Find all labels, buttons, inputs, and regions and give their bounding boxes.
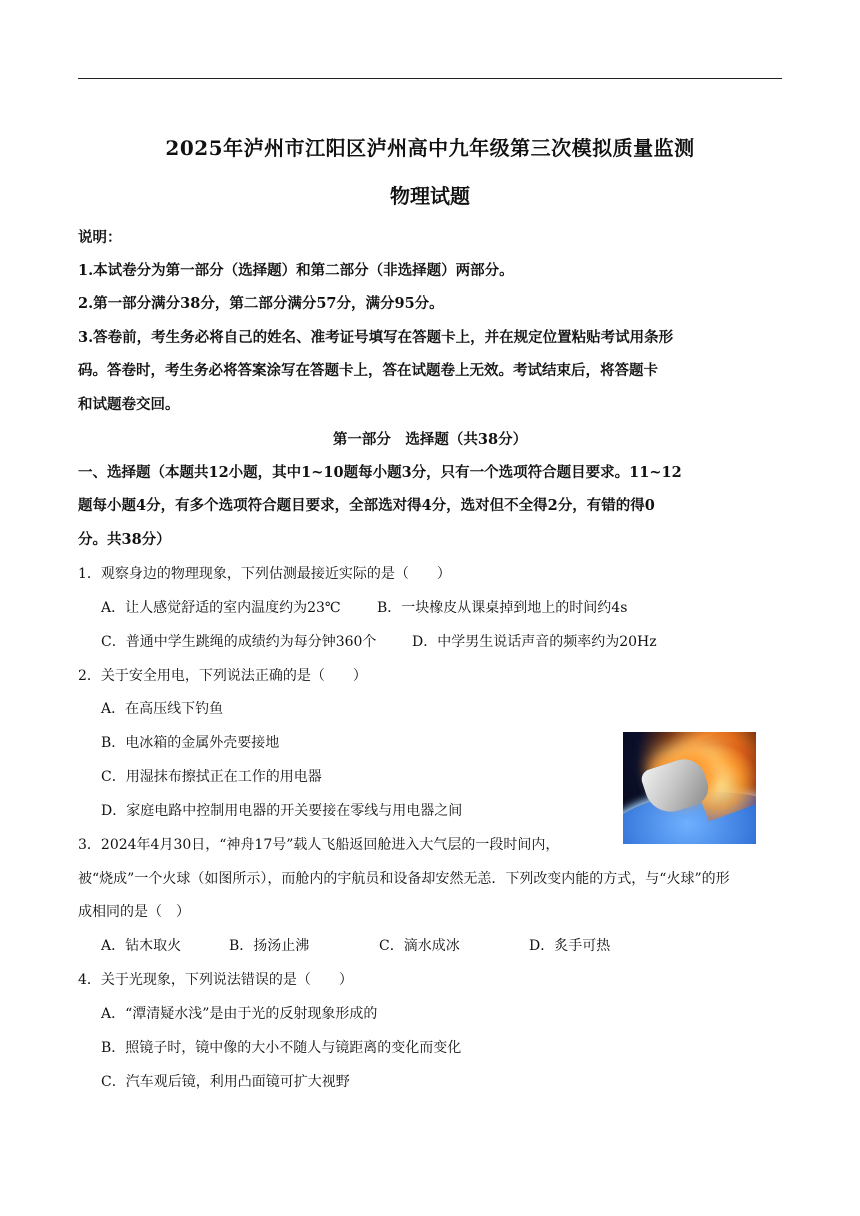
question-3-option-d: D．炙手可热 xyxy=(529,938,611,954)
question-4-option-a: A．“潭清疑水浅”是由于光的反射现象形成的 xyxy=(101,1006,378,1022)
question-2-stem: 2．关于安全用电，下列说法正确的是（ ） xyxy=(78,668,367,684)
question-1-option-b: B．一块橡皮从课桌掉到地上的时间约4s xyxy=(377,600,628,616)
section-instruction-line: 题每小题4分，有多个选项符合题目要求，全部选对得4分，选对但不全得2分，有错的得0 xyxy=(78,497,655,514)
question-4-option-c: C．汽车观后镜，利用凸面镜可扩大视野 xyxy=(101,1074,350,1090)
reentry-capsule-photo xyxy=(623,732,756,844)
instruction-line: 码。答卷时，考生务必将答案涂写在答题卡上，答在试题卷上无效。考试结束后，将答题卡 xyxy=(78,362,658,379)
question-3-option-b: B．扬汤止沸 xyxy=(229,938,310,954)
exam-subtitle: 物理试题 xyxy=(390,184,470,208)
instructions-heading: 说明： xyxy=(78,229,122,246)
part1-heading: 第一部分 选择题（共38分） xyxy=(332,431,528,448)
question-1-stem: 1．观察身边的物理现象，下列估测最接近实际的是（ ） xyxy=(78,566,451,582)
section-instruction-line: 分。共38分） xyxy=(78,531,171,548)
question-4-stem: 4．关于光现象，下列说法错误的是（ ） xyxy=(78,972,353,988)
section-instruction-line: 一、选择题（本题共12小题，其中1~10题每小题3分，只有一个选项符合题目要求。11~12 xyxy=(78,464,682,481)
question-3-stem-continued: 被“烧成”一个火球（如图所示），而舱内的宇航员和设备却安然无恙．下列改变内能的方式，与“火球”的形 xyxy=(78,871,730,887)
question-1-option-d: D．中学男生说话声音的频率约为20Hz xyxy=(412,634,657,650)
question-2-option-b: B．电冰箱的金属外壳要接地 xyxy=(101,735,280,751)
question-4-option-b: B．照镜子时，镜中像的大小不随人与镜距离的变化而变化 xyxy=(101,1040,462,1056)
instruction-line: 1.本试卷分为第一部分（选择题）和第二部分（非选择题）两部分。 xyxy=(78,262,514,279)
header-rule xyxy=(78,78,782,79)
question-3-stem-end: 成相同的是（ ） xyxy=(78,904,190,920)
instruction-line: 2.第一部分满分38分，第二部分满分57分，满分95分。 xyxy=(78,295,444,312)
question-2-option-d: D．家庭电路中控制用电器的开关要接在零线与用电器之间 xyxy=(101,803,463,819)
question-1-option-a: A．让人感觉舒适的室内温度约为23℃ xyxy=(101,600,341,616)
question-1-option-c: C．普通中学生跳绳的成绩约为每分钟360个 xyxy=(101,634,377,650)
question-3-option-c: C．滴水成冰 xyxy=(379,938,460,954)
question-2-option-c: C．用湿抹布擦拭正在工作的用电器 xyxy=(101,769,322,785)
instruction-line: 3.答卷前，考生务必将自己的姓名、准考证号填写在答题卡上，并在规定位置粘贴考试用条形 xyxy=(78,329,674,346)
instruction-line: 和试题卷交回。 xyxy=(78,396,180,413)
question-3-stem: 3．2024年4月30日，“神舟17号”载人飞船返回舱进入大气层的一段时间内， xyxy=(78,837,560,853)
question-3-option-a: A．钻木取火 xyxy=(101,938,182,954)
question-2-option-a: A．在高压线下钓鱼 xyxy=(101,701,224,717)
exam-title: 2025年泸州市江阳区泸州高中九年级第三次模拟质量监测 xyxy=(165,136,695,160)
